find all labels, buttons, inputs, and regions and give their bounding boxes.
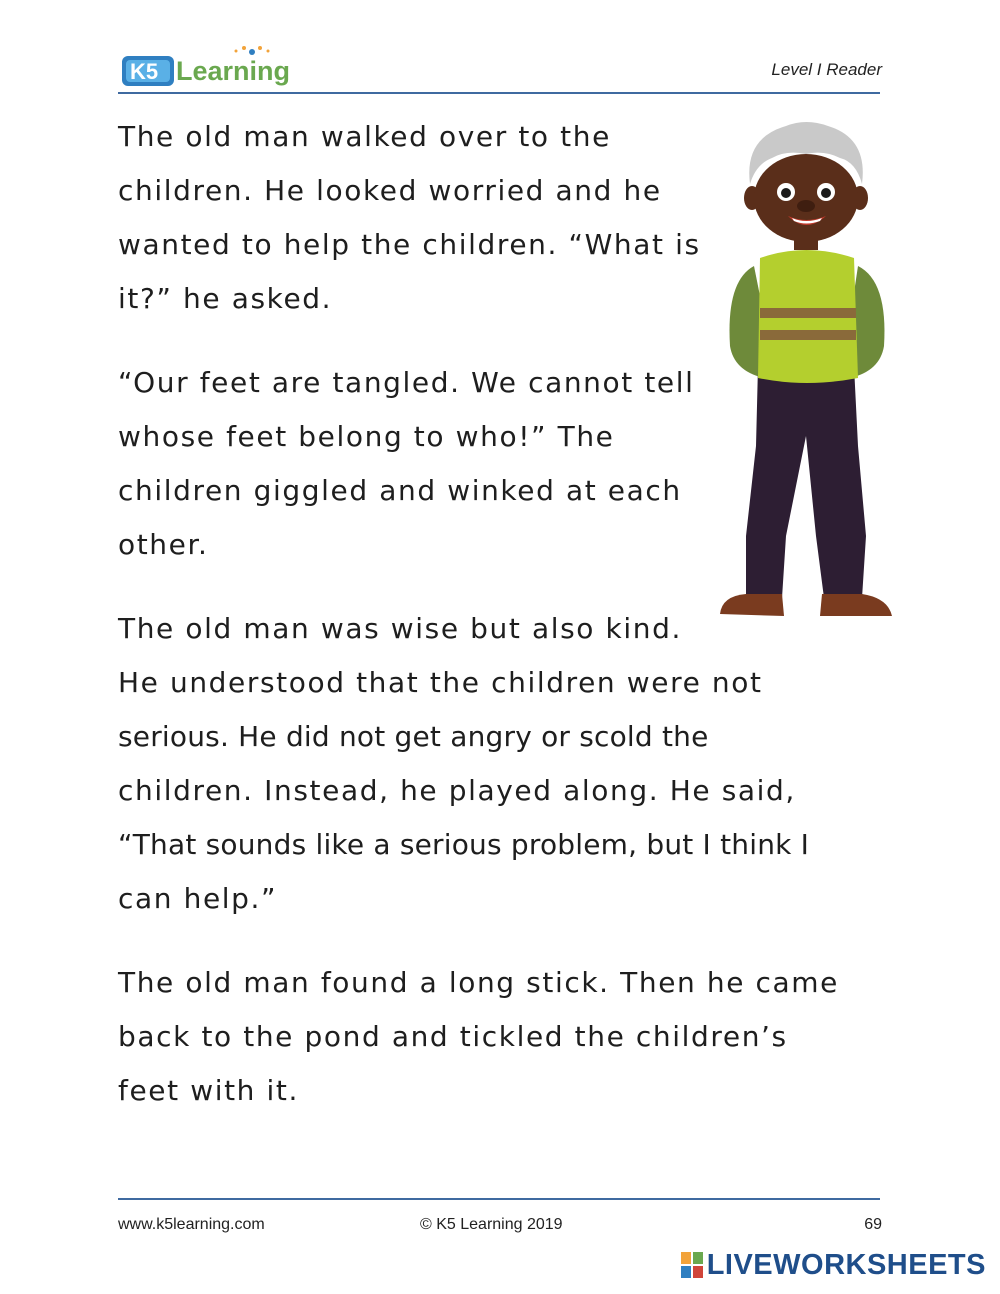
text-line: The old man walked over to the <box>118 120 611 153</box>
footer-divider <box>118 1198 880 1200</box>
text-line: wanted to help the children. “What is <box>118 228 701 261</box>
svg-text:Learning: Learning <box>176 56 291 86</box>
liveworksheets-text: LIVEWORKSHEETS <box>706 1248 986 1281</box>
footer-website: www.k5learning.com <box>118 1216 265 1233</box>
text-line: “That sounds like a serious problem, but I think I <box>118 828 810 861</box>
paragraph-4 <box>118 956 878 1118</box>
footer-copyright: © K5 Learning 2019 <box>420 1216 563 1233</box>
text-line: it?” he asked. <box>118 282 333 315</box>
text-line: feet with it. <box>118 1074 299 1107</box>
k5-learning-logo <box>120 42 300 90</box>
text-line: The old man found a long stick. Then he came <box>118 966 839 999</box>
page-number: 69 <box>864 1216 882 1233</box>
text-line: can help.” <box>118 882 278 915</box>
text-line: back to the pond and tickled the children’s <box>118 1020 788 1053</box>
text-line: other. <box>118 528 209 561</box>
liveworksheets-watermark <box>681 1250 986 1280</box>
old-man-illustration <box>716 116 896 622</box>
liveworksheets-icon <box>681 1252 703 1278</box>
svg-text:K5: K5 <box>130 59 159 84</box>
paragraph-3 <box>118 602 878 926</box>
level-label: Level I Reader <box>771 60 882 79</box>
header-divider <box>118 92 880 94</box>
text-line: children. Instead, he played along. He said, <box>118 774 796 807</box>
text-line: The old man was wise but also kind. <box>118 612 682 645</box>
text-line: whose feet belong to who!” The <box>118 420 615 453</box>
text-line: children giggled and winked at each <box>118 474 682 507</box>
text-line: He understood that the children were not <box>118 666 763 699</box>
text-line: children. He looked worried and he <box>118 174 662 207</box>
text-line: “Our feet are tangled. We cannot tell <box>118 366 695 399</box>
text-line: serious. He did not get angry or scold the <box>118 720 709 753</box>
